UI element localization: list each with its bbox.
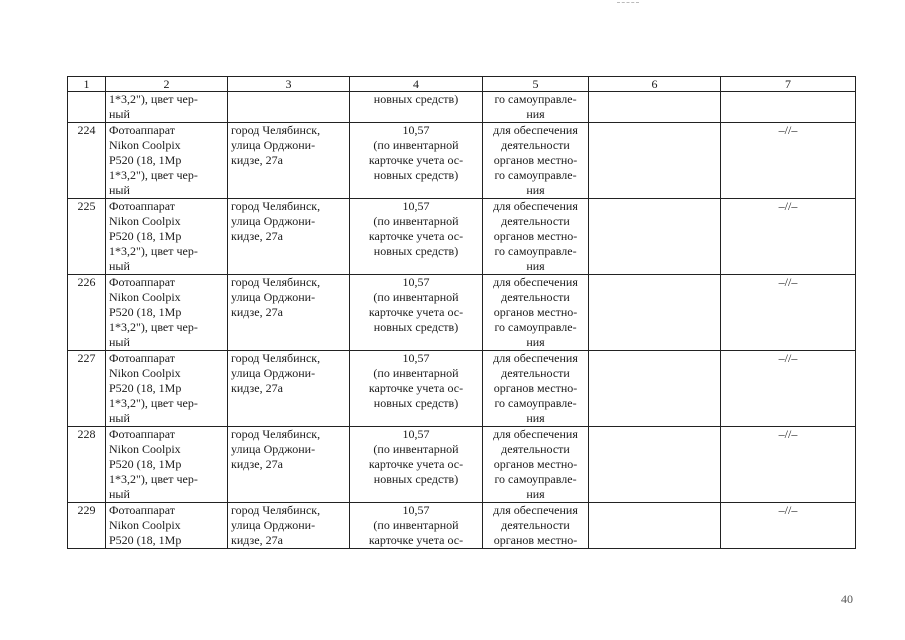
item-location: город Челябинск, улица Орджони- кидзе, 27а xyxy=(231,427,321,471)
column-header: 7 xyxy=(721,77,856,92)
item-name: 1*3,2"), цвет чер- ный xyxy=(109,92,198,121)
inventory-table xyxy=(67,76,856,549)
item-encumbrance-cell xyxy=(589,275,721,351)
item-note: –//– xyxy=(778,123,798,137)
item-value-cell xyxy=(350,275,483,351)
item-purpose: для обеспечения деятельности органов местно- го самоуправле- ния xyxy=(493,199,578,273)
item-location-cell xyxy=(228,351,350,427)
item-value-cell xyxy=(350,351,483,427)
item-purpose: для обеспечения деятельности органов местно- го самоуправле- ния xyxy=(493,123,578,197)
item-number-cell xyxy=(68,92,106,123)
item-location-cell xyxy=(228,275,350,351)
item-encumbrance-cell xyxy=(589,123,721,199)
item-note-cell xyxy=(721,123,856,199)
item-purpose-cell xyxy=(483,427,589,503)
item-number-cell xyxy=(68,503,106,549)
column-header: 4 xyxy=(350,77,483,92)
item-note-cell xyxy=(721,503,856,549)
item-name-cell xyxy=(106,199,228,275)
item-name-cell xyxy=(106,351,228,427)
item-number: 225 xyxy=(77,199,96,213)
header-row xyxy=(68,77,856,92)
table-row xyxy=(68,275,856,351)
item-location: город Челябинск, улица Орджони- кидзе, 27а xyxy=(231,351,321,395)
table-row xyxy=(68,427,856,503)
item-number: 227 xyxy=(77,351,96,365)
item-purpose-cell xyxy=(483,92,589,123)
item-location-cell xyxy=(228,503,350,549)
item-name: Фотоаппарат Nikon Coolpix P520 (18, 1Mp 1*3,2"), цвет чер- ный xyxy=(109,199,198,273)
table-row xyxy=(68,351,856,427)
item-number-cell xyxy=(68,275,106,351)
item-purpose: для обеспечения деятельности органов местно- го самоуправле- ния xyxy=(493,427,578,501)
item-encumbrance-cell xyxy=(589,92,721,123)
item-name-cell xyxy=(106,92,228,123)
item-number: 224 xyxy=(77,123,96,137)
item-note: –//– xyxy=(778,199,798,213)
item-location-cell xyxy=(228,199,350,275)
item-location-cell xyxy=(228,92,350,123)
item-value-cell xyxy=(350,92,483,123)
item-purpose: для обеспечения деятельности органов местно- го самоуправле- ния xyxy=(493,275,578,349)
column-header: 6 xyxy=(589,77,721,92)
item-note: –//– xyxy=(778,427,798,441)
table-row xyxy=(68,123,856,199)
item-number: 229 xyxy=(77,503,96,517)
item-location: город Челябинск, улица Орджони- кидзе, 27а xyxy=(231,199,321,243)
column-header: 3 xyxy=(228,77,350,92)
item-value: 10,57 (по инвентарной карточке учета ос- новных средств) xyxy=(368,275,464,334)
item-number-cell xyxy=(68,123,106,199)
item-purpose-cell xyxy=(483,351,589,427)
item-name: Фотоаппарат Nikon Coolpix P520 (18, 1Mp 1*3,2"), цвет чер- ный xyxy=(109,275,198,349)
column-header: 2 xyxy=(106,77,228,92)
item-value: 10,57 (по инвентарной карточке учета ос- новных средств) xyxy=(368,199,464,258)
item-number: 228 xyxy=(77,427,96,441)
item-name-cell xyxy=(106,503,228,549)
item-note-cell xyxy=(721,427,856,503)
item-name-cell xyxy=(106,123,228,199)
item-purpose-cell xyxy=(483,503,589,549)
item-note: –//– xyxy=(778,351,798,365)
item-location: город Челябинск, улица Орджони- кидзе, 27а xyxy=(231,275,321,319)
item-purpose: для обеспечения деятельности органов местно- го самоуправле- ния xyxy=(493,351,578,425)
item-location-cell xyxy=(228,123,350,199)
item-value-cell xyxy=(350,199,483,275)
item-value-cell xyxy=(350,427,483,503)
item-encumbrance-cell xyxy=(589,427,721,503)
item-location: город Челябинск, улица Орджони- кидзе, 27а xyxy=(231,123,321,167)
item-name: Фотоаппарат Nikon Coolpix P520 (18, 1Mp 1*3,2"), цвет чер- ный xyxy=(109,351,198,425)
item-value-cell xyxy=(350,123,483,199)
item-encumbrance-cell xyxy=(589,351,721,427)
item-name: Фотоаппарат Nikon Coolpix P520 (18, 1Mp 1*3,2"), цвет чер- ный xyxy=(109,123,198,197)
page-number: 40 xyxy=(841,592,853,606)
item-location-cell xyxy=(228,427,350,503)
item-encumbrance-cell xyxy=(589,503,721,549)
item-purpose-cell xyxy=(483,123,589,199)
item-note: –//– xyxy=(778,503,798,517)
item-name: Фотоаппарат Nikon Coolpix P520 (18, 1Mp xyxy=(109,503,182,547)
item-purpose-cell xyxy=(483,275,589,351)
scan-mark xyxy=(617,2,639,3)
table-row xyxy=(68,503,856,549)
item-number-cell xyxy=(68,351,106,427)
item-value: 10,57 (по инвентарной карточке учета ос- новных средств) xyxy=(368,351,464,410)
item-note-cell xyxy=(721,199,856,275)
item-number: 226 xyxy=(77,275,96,289)
item-location: город Челябинск, улица Орджони- кидзе, 27а xyxy=(231,503,321,547)
item-encumbrance-cell xyxy=(589,199,721,275)
item-value: 10,57 (по инвентарной карточке учета ос- xyxy=(368,503,464,547)
item-number-cell xyxy=(68,199,106,275)
item-note-cell xyxy=(721,351,856,427)
item-value-cell xyxy=(350,503,483,549)
item-name-cell xyxy=(106,427,228,503)
item-value: новных средств) xyxy=(373,92,459,106)
table-row xyxy=(68,92,856,123)
column-header: 5 xyxy=(483,77,589,92)
item-name: Фотоаппарат Nikon Coolpix P520 (18, 1Mp 1*3,2"), цвет чер- ный xyxy=(109,427,198,501)
item-note-cell xyxy=(721,92,856,123)
item-purpose: го самоуправле- ния xyxy=(494,92,577,121)
item-note-cell xyxy=(721,275,856,351)
item-name-cell xyxy=(106,275,228,351)
column-header: 1 xyxy=(68,77,106,92)
item-number-cell xyxy=(68,427,106,503)
item-note: –//– xyxy=(778,275,798,289)
item-value: 10,57 (по инвентарной карточке учета ос- новных средств) xyxy=(368,123,464,182)
item-purpose-cell xyxy=(483,199,589,275)
item-purpose: для обеспечения деятельности органов местно- xyxy=(493,503,578,547)
table-row xyxy=(68,199,856,275)
item-value: 10,57 (по инвентарной карточке учета ос- новных средств) xyxy=(368,427,464,486)
